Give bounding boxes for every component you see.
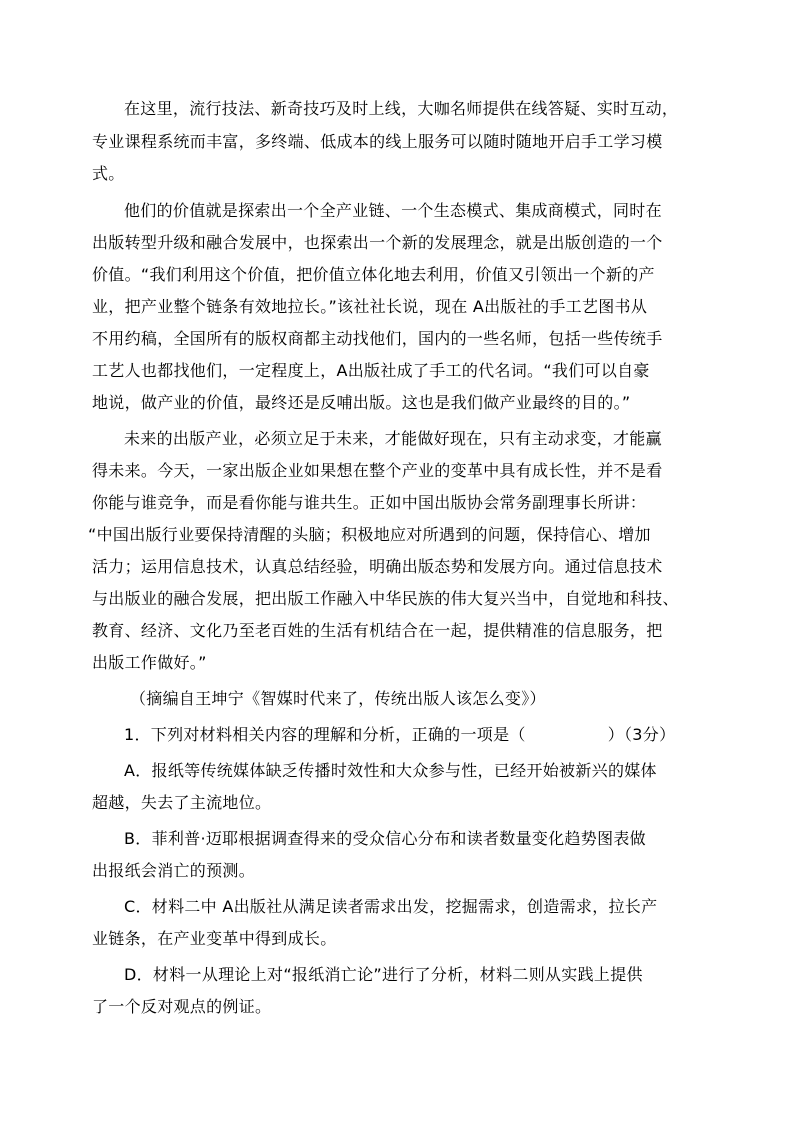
text-line: 未来的出版产业，必须立足于未来，才能做好现在，只有主动求变，才能赢 <box>124 429 662 448</box>
text-line: 式。 <box>92 164 125 183</box>
option-line: 了一个反对观点的例证。 <box>92 997 272 1016</box>
text-line: 与出版业的融合发展，把出版工作融入中华民族的伟大复兴当中，自觉地和科技、 <box>92 589 679 608</box>
text-line: 出版转型升级和融合发展中，也探索出一个新的发展理念，就是出版创造的一个 <box>92 233 663 252</box>
text-line: “中国出版行业要保持清醒的头脑；积极地应对所遇到的问题，保持信心、增加 <box>88 525 651 544</box>
text-line: 工艺人也都找他们，一定程度上，A出版社成了手工的代名词。“我们可以自豪 <box>92 361 650 380</box>
option-line: B．菲利普·迈耶根据调查得来的受众信心分布和读者数量变化趋势图表做 <box>124 829 646 848</box>
question-stem-text: 1．下列对材料相关内容的理解和分析，正确的一项是（ <box>124 725 526 744</box>
question-score: ）（3分） <box>607 725 676 744</box>
text-line: 价值。“我们利用这个价值，把价值立体化地去利用，价值又引领出一个新的产 <box>92 265 655 284</box>
option-line: 业链条，在产业变革中得到成长。 <box>92 929 337 948</box>
text-line: 地说，做产业的价值，最终还是反哺出版。这也是我们做产业最终的目的。” <box>92 393 631 412</box>
option-line: A．报纸等传统媒体缺乏传播时效性和大众参与性，已经开始被新兴的媒体 <box>124 761 657 780</box>
option-line: 超越，失去了主流地位。 <box>92 793 272 812</box>
option-line: D．材料一从理论上对“报纸消亡论”进行了分析，材料二则从实践上提供 <box>124 965 643 984</box>
question-stem <box>124 725 675 745</box>
text-line: 出版工作做好。” <box>92 653 207 672</box>
text-line: 在这里，流行技法、新奇技巧及时上线，大咖名师提供在线答疑、实时互动， <box>124 99 679 118</box>
option-line: 出报纸会消亡的预测。 <box>92 861 256 880</box>
text-line: 他们的价值就是探索出一个全产业链、一个生态模式、集成商模式，同时在 <box>124 201 662 220</box>
text-line: 专业课程系统而丰富，多终端、低成本的线上服务可以随时随地开启手工学习模 <box>92 132 663 151</box>
text-line: 不用约稿，全国所有的版权商都主动找他们，国内的一些名师，包括一些传统手 <box>92 329 663 348</box>
text-line: 得未来。今天，一家出版企业如果想在整个产业的变革中具有成长性，并不是看 <box>92 461 663 480</box>
text-line: 活力；运用信息技术，认真总结经验，明确出版态势和发展方向。通过信息技术 <box>92 557 663 576</box>
text-line: 你能与谁竞争，而是看你能与谁共生。正如中国出版协会常务副理事长所讲： <box>92 493 647 512</box>
text-line: 业，把产业整个链条有效地拉长。”该社社长说，现在 A出版社的手工艺图书从 <box>92 297 648 316</box>
text-line: 教育、经济、文化乃至老百姓的生活有机结合在一起，提供精准的信息服务，把 <box>92 621 663 640</box>
source-citation: （摘编自王坤宁《智媒时代来了，传统出版人该怎么变》） <box>130 689 546 708</box>
option-line: C．材料二中 A出版社从满足读者需求出发，挖掘需求，创造需求，拉长产 <box>124 897 658 916</box>
